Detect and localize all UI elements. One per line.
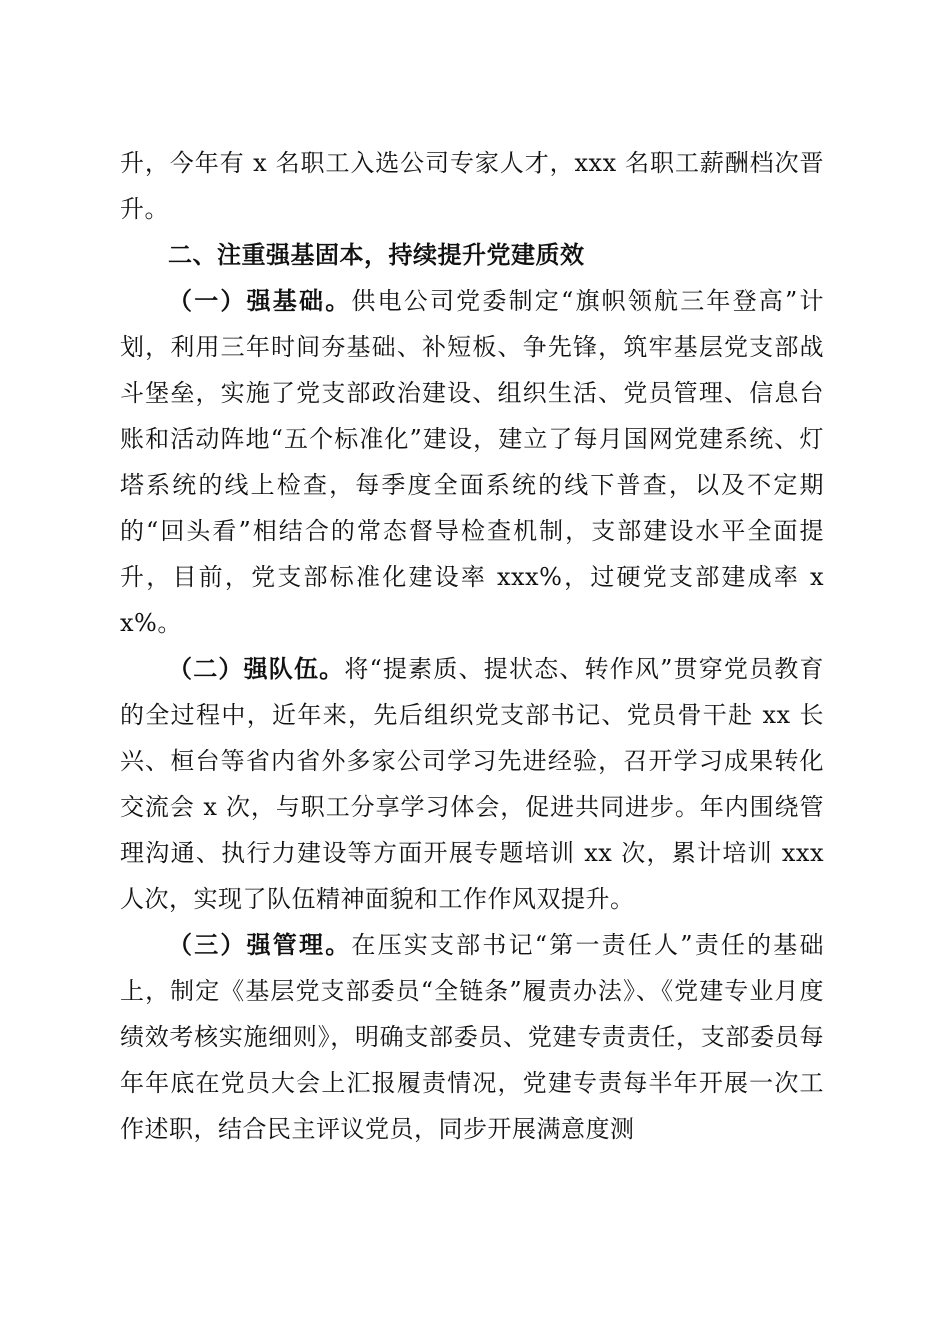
item-text: 将“提素质、提状态、转作风”贯穿党员教育的全过程中，近年来，先后组织党支部书记、党员骨干赴 xx 长兴、桓台等省内省外多家公司学习先进经验，召开学习成果转化交流会 x 次，与职工分享学习体会，促进共同进步。年内围绕管理沟通、执行力建设等方面开展专题培训 xx 次，累计培训 xxx 人次，实现了队伍精神面貌和工作作风双提升。 (120, 655, 825, 913)
item-text: 供电公司党委制定“旗帜领航三年登高”计划，利用三年时间夯基础、补短板、争先锋，筑牢基层党支部战斗堡垒，实施了党支部政治建设、组织生活、党员管理、信息台账和活动阵地“五个标准化”建设，建立了每月国网党建系统、灯塔系统的线上检查，每季度全面系统的线下普查，以及不定期的“回头看”相结合的常态督导检查机制，支部建设水平全面提升，目前，党支部标准化建设率 xxx%，过硬党支部建成率 xx%。 (120, 287, 824, 637)
item-lead: （二）强队伍。 (168, 655, 345, 683)
item-paragraph-3 (120, 922, 824, 1152)
section-heading: 二、注重强基固本，持续提升党建质效 (168, 241, 585, 269)
item-paragraph-2 (120, 646, 824, 922)
item-paragraph-1 (120, 278, 824, 646)
item-text: 在压实支部书记“第一责任人”责任的基础上，制定《基层党支部委员“全链条”履责办法》、《党建专业月度绩效考核实施细则》，明确支部委员、党建专责责任，支部委员每年年底在党员大会上汇报履责情况，党建专责每半年开展一次工作述职，结合民主评议党员，同步开展满意度测 (120, 931, 824, 1143)
continuation-paragraph (120, 140, 824, 232)
document-body (120, 140, 824, 1152)
item-lead: （一）强基础。 (168, 287, 352, 315)
item-lead: （三）强管理。 (168, 931, 352, 959)
paragraph-text: 升，今年有 x 名职工入选公司专家人才，xxx 名职工薪酬档次晋升。 (120, 149, 824, 223)
